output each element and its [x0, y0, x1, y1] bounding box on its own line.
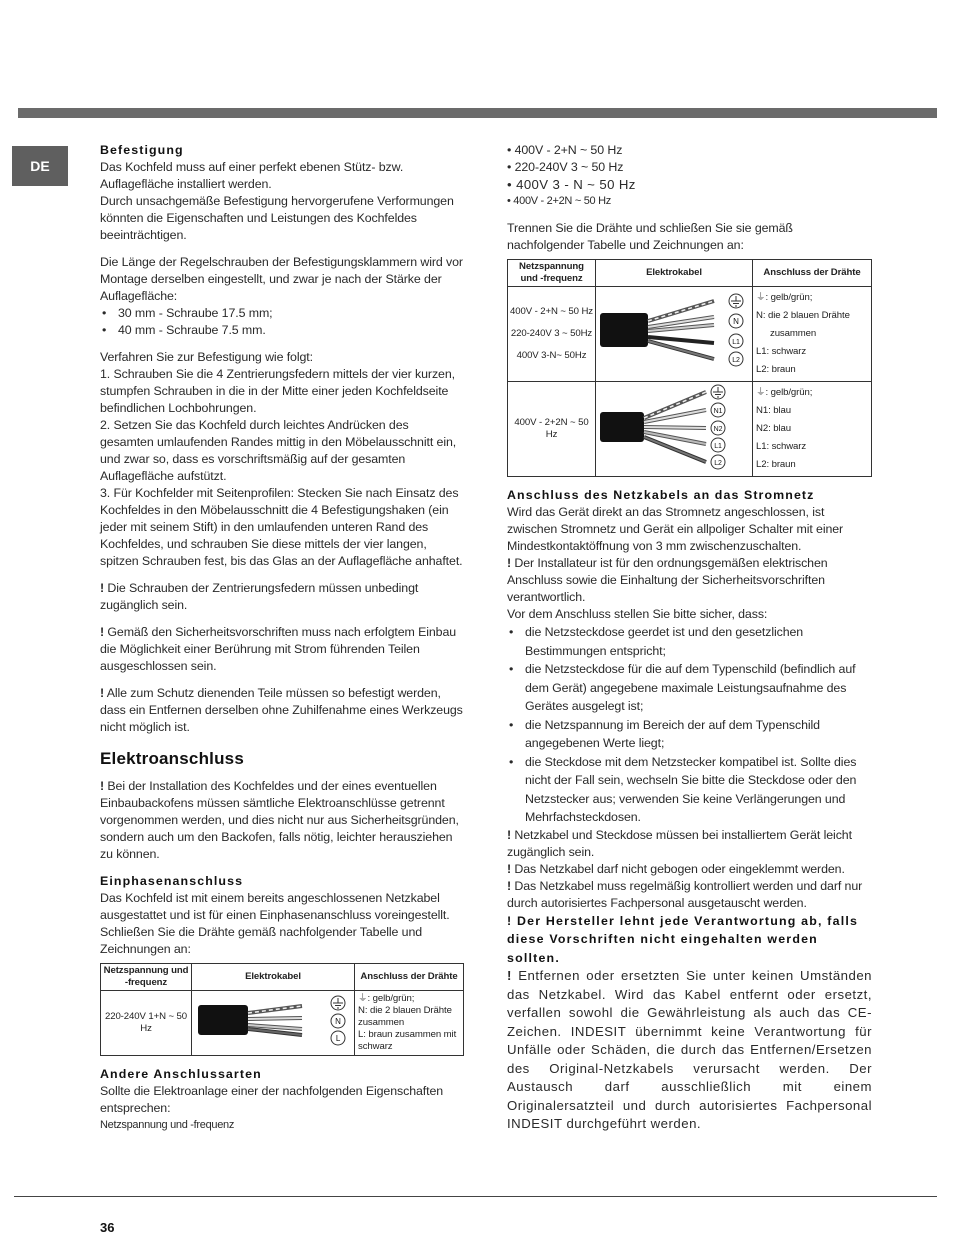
voltage-item: • 400V - 2+2N ~ 50 Hz — [507, 195, 611, 207]
warning-icon: ! — [507, 913, 513, 928]
list-item: • die Steckdose mit dem Netzstecker kompatibel ist. Sollte dies nicht der Fall sein, wechseln Sie bitte die Steckdose oder den Netzstecker aus; verwenden Sie keine Verlängerungen und Mehrfachsteckdosen. — [507, 753, 872, 827]
warning-text: Der Installateur ist für den ordnungsgemäßen elektrischen Anschluss sowie die Einhaltung der Sicherheitsvorschriften verantwortlich. — [507, 556, 828, 604]
warning-text: Bei der Installation des Kochfeldes und der eines eventuellen Einbaubackofens müssen sämtliche Elektroanschlüsse getrennt vorgenommen werden, und dies nicht nur aus Sicherheitsgründen, sondern auch um den Backofen, falls nötig, leichter herausziehen zu können. — [100, 779, 459, 861]
andere-paragraph: Sollte die Elektroanlage einer der nachfolgenden Eigenschaften entsprechen: — [100, 1084, 444, 1115]
netz-paragraph-1: Wird das Gerät direkt an das Stromnetz angeschlossen, ist zwischen Stromnetz und Gerät ein allpoliger Schalter mit einer Mindestkontaktöffnung von 3 mm zwischenzuschalten. — [507, 505, 844, 553]
terminal-label: L1 — [714, 443, 722, 450]
check-list — [507, 623, 872, 827]
cable-diagram-image — [596, 287, 752, 377]
warning-text: Alle zum Schutz dienenden Teile müssen so befestigt werden, dass ein Entfernen derselben ohne Zuhilfenahme eines Werkzeugs nicht möglich ist. — [100, 686, 463, 734]
list-item: • 40 mm - Schraube 7.5 mm. — [100, 322, 464, 339]
earth-ground-icon: ⏚ — [756, 387, 766, 398]
warning-note — [507, 827, 872, 861]
screw-length-list — [100, 305, 464, 339]
warning-note — [507, 878, 872, 912]
warning-icon: ! — [100, 625, 105, 639]
table-cell-wires: ⏚: gelb/grün; N1: blau N2: blau L1: schwarz L2: braun — [753, 382, 872, 477]
warning-note — [507, 555, 872, 606]
warning-icon: ! — [100, 779, 105, 793]
befestigung-paragraph-3: Die Länge der Regelschrauben der Befestigungsklammern wird vor Montage derselben eingestellt, und zwar je nach der Stärke der Auflagefläche: — [100, 255, 463, 303]
cable-diagram-image — [192, 991, 354, 1051]
voltage-item: • 220-240V 3 ~ 50 Hz — [507, 160, 624, 174]
voltage-item: • 400V 3 - N ~ 50 Hz — [507, 177, 636, 192]
warning-text: Netzkabel und Steckdose müssen bei installiertem Gerät leicht zugänglich sein. — [507, 827, 852, 859]
trennen-paragraph: Trennen Sie die Drähte und schließen Sie sie gemäß nachfolgender Tabelle und Zeichnungen an: — [507, 221, 793, 252]
andere-heading: Andere Anschlussarten — [100, 1067, 262, 1081]
page-number: 36 — [100, 1220, 115, 1235]
warning-icon: ! — [507, 827, 512, 842]
befestigung-intro: Verfahren Sie zur Befestigung wie folgt: — [100, 350, 313, 364]
warning-icon: ! — [507, 861, 512, 876]
warning-note-final — [507, 967, 872, 1134]
terminal-label: L1 — [732, 339, 740, 346]
warning-icon: ! — [507, 878, 512, 893]
netz-paragraph-2: Vor dem Anschluss stellen Sie bitte sicher, dass: — [507, 607, 768, 621]
cable-diagram-image — [596, 382, 752, 472]
terminal-label: N — [733, 317, 739, 326]
warning-note — [100, 685, 464, 736]
warning-note — [507, 861, 872, 878]
table-header: Anschluss der Drähte — [355, 964, 464, 991]
table-cell-voltage: 220-240V 1+N ~ 50 Hz — [101, 991, 192, 1056]
list-item: • die Netzsteckdose geerdet ist und den gesetzlichen Bestimmungen entspricht; — [507, 623, 872, 660]
table-header: Anschluss der Drähte — [753, 260, 872, 287]
warning-text: Entfernen oder ersetzten Sie unter keinen Umständen das Netzkabel. Wird das Kabel entfernt oder ersetzt, verfallen sowohl die Gewährleistung als auch das CE-Zeichen. INDESIT übernimmt keine Verantwortung für Unfälle oder Schäden, die durch das Entfernen/Ersetzen des Original-Netzkabels verursacht werden. Der Austausch darf ausschließlich mit einem Originalersatzteil und durch autorisiertes Fachpersonal INDESIT durchgeführt werden. — [507, 968, 872, 1131]
warning-text: Die Schrauben der Zentrierungsfedern müssen unbedingt zugänglich sein. — [100, 581, 419, 612]
cable-diagram — [192, 991, 355, 1056]
andere-small-note: Netzspannung und -frequenz — [100, 1119, 235, 1131]
earth-ground-icon: ⏚ — [756, 292, 766, 303]
wiring-table-multi-phase — [507, 259, 872, 477]
befestigung-step-1: 1. Schrauben Sie die 4 Zentrierungsfedern mittels der vier kurzen, stumpfen Schrauben in die in der Mitte einer jeden Kochfeldseite befindlichen Lochbohrungen. — [100, 367, 455, 415]
table-header: Elektrokabel — [596, 260, 753, 287]
table-cell-wires: ⏚: gelb/grün; N: die 2 blauen Drähte zusammen L: braun zusammen mit schwarz — [355, 991, 464, 1056]
earth-ground-icon: ⏚ — [358, 993, 368, 1004]
einphasen-heading: Einphasenanschluss — [100, 874, 244, 888]
table-cell-voltage: 400V - 2+2N ~ 50 Hz — [508, 382, 596, 477]
befestigung-step-2: 2. Setzen Sie das Kochfeld durch leichtes Andrücken des gesamten umlaufenden Randes mittig in den Möbelausschnitt ein, und zwar so, dass es vorschriftsmäßig auf der gesamten Auflagefläche aufstützt. — [100, 418, 457, 483]
warning-icon: ! — [100, 581, 105, 595]
befestigung-heading: Befestigung — [100, 143, 184, 157]
warning-icon: ! — [507, 556, 512, 570]
table-header: Netzspannung und -frequenz — [101, 964, 192, 991]
einphasen-paragraph: Das Kochfeld ist mit einem bereits angeschlossenen Netzkabel ausgestattet und ist für einen Einphasenanschluss voreingestellt. Schließen Sie die Drähte gemäß nachfolgender Tabelle und Zeichnungen an: — [100, 891, 450, 956]
befestigung-paragraph-1: Das Kochfeld muss auf einer perfekt ebenen Stütz- bzw. Auflagefläche installiert werden. — [100, 160, 404, 191]
table-header: Elektrokabel — [192, 964, 355, 991]
terminal-label: L2 — [732, 357, 740, 364]
warning-text: Der Hersteller lehnt jede Verantwortung ab, falls diese Vorschriften nicht eingehalten werden sollten. — [507, 913, 859, 965]
warning-note — [100, 778, 464, 863]
left-column — [100, 142, 464, 1134]
befestigung-step-3: 3. Für Kochfelder mit Seitenprofilen: Stecken Sie nach Einsatz des Kochfeldes in den Möbelausschnitt die 4 Befestigungshaken (ein jeder mit seinem Stift) in den umlaufenden unteren Rand des Kochfeldes, und schrauben Sie diese mittels der vier langen, spitzen Schrauben fest, bis das Glas an der Auflagefläche anhaftet. — [100, 486, 463, 568]
list-item: • die Netzspannung im Bereich der auf dem Typenschild angegebenen Werte liegt; — [507, 716, 872, 753]
header-bar — [18, 108, 937, 118]
terminal-label: N — [335, 1017, 341, 1026]
netzkabel-heading: Anschluss des Netzkabels an das Stromnetz — [507, 488, 815, 502]
terminal-label: L — [335, 1034, 341, 1043]
list-item: • 30 mm - Schraube 17.5 mm; — [100, 305, 464, 322]
warning-note — [100, 580, 464, 614]
cable-diagram — [596, 287, 753, 382]
voltage-item: • 400V - 2+N ~ 50 Hz — [507, 143, 623, 157]
warning-icon: ! — [507, 968, 512, 983]
warning-text: Gemäß den Sicherheitsvorschriften muss nach erfolgtem Einbau die Möglichkeit einer Berührung mit Strom führenden Teilen ausgeschlossen sein. — [100, 625, 457, 673]
warning-note-strong — [507, 912, 872, 968]
table-cell-wires: ⏚: gelb/grün; N: die 2 blauen Drähte zusammen L1: schwarz L2: braun — [753, 287, 872, 382]
terminal-label: L2 — [714, 460, 722, 467]
terminal-label: N2 — [713, 426, 723, 433]
befestigung-paragraph-2: Durch unsachgemäße Befestigung hervorgerufene Verformungen könnten die Eigenschaften und Leistungen des Kochfeldes beeinträchtigen. — [100, 194, 454, 242]
table-header: Netzspannung und -frequenz — [508, 260, 596, 287]
right-column — [507, 142, 872, 1134]
footer-rule — [14, 1196, 937, 1197]
table-cell-voltage: 400V - 2+N ~ 50 Hz 220-240V 3 ~ 50Hz 400V 3-N~ 50Hz — [508, 287, 596, 382]
elektroanschluss-heading: Elektroanschluss — [100, 749, 244, 768]
terminal-label: N1 — [713, 408, 723, 415]
warning-note — [100, 624, 464, 675]
wiring-table-single-phase — [100, 963, 464, 1056]
warning-icon: ! — [100, 686, 105, 700]
cable-diagram — [596, 382, 753, 477]
warning-text: Das Netzkabel darf nicht gebogen oder eingeklemmt werden. — [514, 861, 845, 876]
warning-text: Das Netzkabel muss regelmäßig kontrolliert werden und darf nur durch autorisiertes Fachpersonal ausgetauscht werden. — [507, 878, 863, 910]
language-tab: DE — [12, 146, 68, 186]
list-item: • die Netzsteckdose für die auf dem Typenschild (befindlich auf dem Gerät) angegebene maximale Leistungsaufnahme des Gerätes ausgelegt ist; — [507, 660, 872, 716]
